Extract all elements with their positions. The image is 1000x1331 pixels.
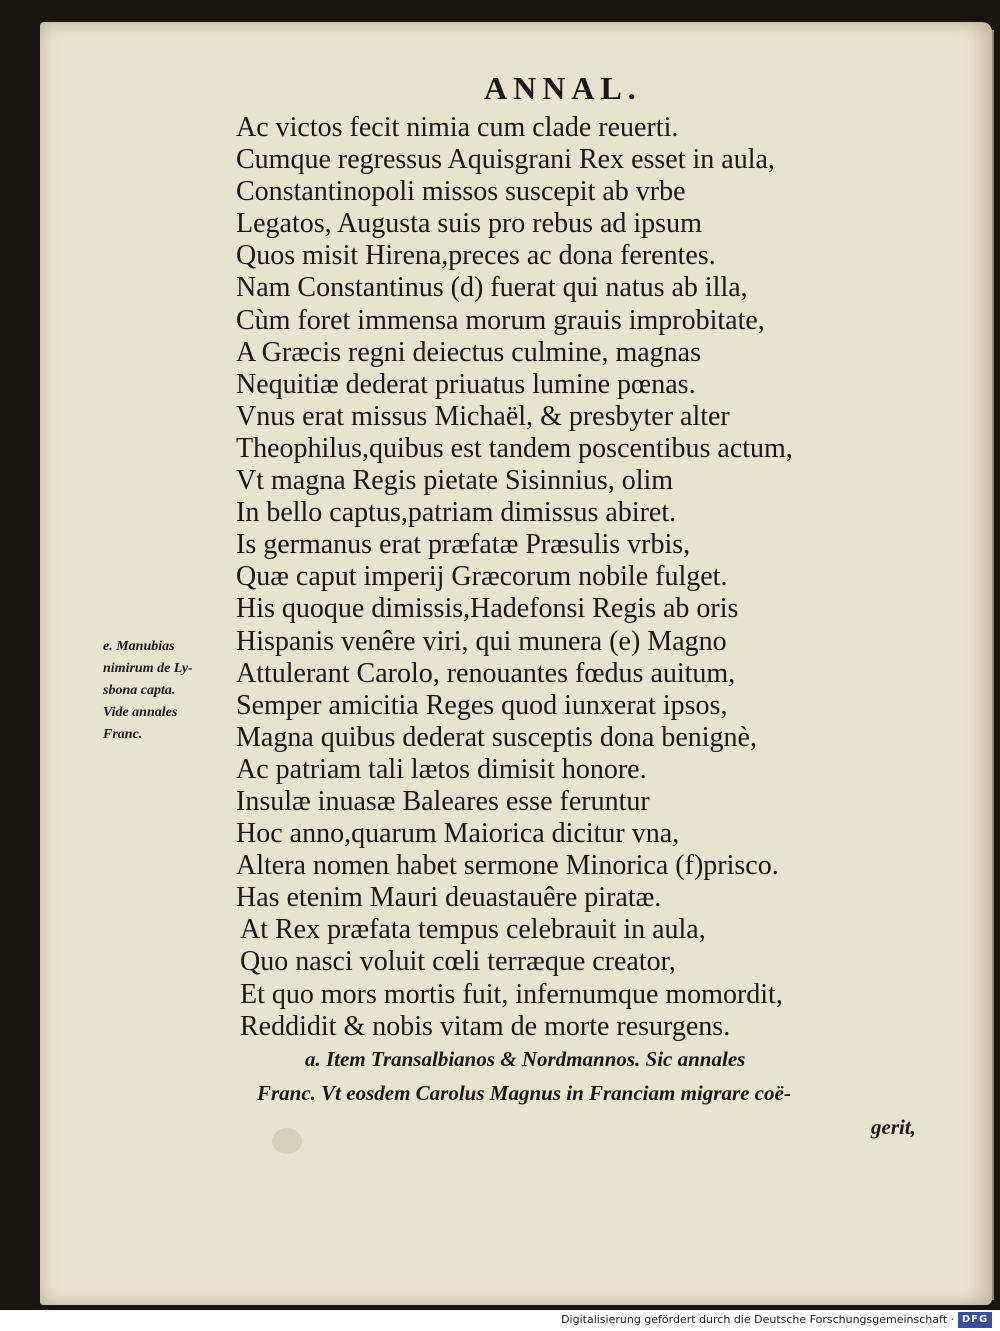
dfg-logo-icon[interactable]: DFG (958, 1312, 992, 1328)
verse-line: Et quo mors mortis fuit, infernumque momordit, (240, 978, 783, 1010)
verse-line: Magna quibus dederat susceptis dona benignè, (236, 721, 757, 753)
footnote-line: gerit, (871, 1115, 916, 1139)
verse-line: Quæ caput imperij Græcorum nobile fulget. (236, 561, 728, 593)
funding-credit: Digitalisierung gefördert durch die Deutsche Forschungsgemeinschaft · (561, 1313, 954, 1326)
verse-line: Theophilus,quibus est tandem poscentibus actum, (236, 432, 793, 464)
verse-line: Ac patriam tali lætos dimisit honore. (236, 753, 647, 785)
verse-line: Constantinopoli missos suscepit ab vrbe (236, 176, 686, 208)
verse-line: Semper amicitia Reges quod iunxerat ipsos, (236, 689, 728, 721)
verse-line: Vnus erat missus Michaël, & presbyter alter (236, 400, 730, 432)
verse-line: Legatos, Augusta suis pro rebus ad ipsum (236, 208, 702, 240)
verse-line: Insulæ inuasæ Baleares esse feruntur (236, 785, 650, 817)
verse-line: Cùm foret immensa morum grauis improbitate, (236, 304, 765, 336)
verse-line: Nequitiæ dederat priuatus lumine pœnas. (236, 368, 696, 400)
verse-line: Hispanis venêre viri, qui munera (e) Magno (236, 625, 727, 657)
verse-line: At Rex præfata tempus celebrauit in aula, (240, 914, 706, 946)
verse-line: Nam Constantinus (d) fuerat qui natus ab illa, (236, 272, 748, 304)
verse-line: Has etenim Mauri deuastauêre piratæ. (236, 882, 662, 914)
verse-line: Attulerant Carolo, renouantes fœdus auitum, (236, 657, 736, 689)
verse-line: His quoque dimissis,Hadefonsi Regis ab oris (236, 593, 739, 625)
marginal-note-line: e. Manubias (103, 639, 175, 654)
marginal-note-line: nimirum de Ly- (103, 661, 193, 676)
marginal-note-line: Franc. (103, 727, 143, 742)
verse-line: Is germanus erat præfatæ Præsulis vrbis, (236, 529, 691, 561)
verse-line: Altera nomen habet sermone Minorica (f)prisco. (236, 850, 779, 882)
marginal-note (103, 636, 243, 746)
verse-line: In bello captus,patriam dimissus abiret. (236, 497, 677, 529)
verse-text (236, 112, 793, 1043)
verse-line: Ac victos fecit nimia cum clade reuerti. (236, 112, 679, 143)
verse-line: Reddidit & nobis vitam de morte resurgens. (240, 1010, 731, 1042)
verse-line: Cumque regressus Aquisgrani Rex esset in aula, (236, 144, 775, 176)
verse-line: A Græcis regni deiectus culmine, magnas (236, 336, 701, 368)
marginal-note-line: sbona capta. (103, 683, 176, 698)
verse-line: Quo nasci voluit cœli terræque creator, (240, 946, 676, 978)
footnote-line: a. Item Transalbianos & Nordmannos. Sic annales (305, 1047, 746, 1071)
verse-line: Quos misit Hirena,preces ac dona ferentes. (236, 240, 716, 272)
running-head: ANNAL. (484, 70, 642, 106)
verse-line: Hoc anno,quarum Maiorica dicitur vna, (236, 818, 680, 850)
marginal-note-line: Vide annales (103, 705, 178, 720)
verse-line: Vt magna Regis pietate Sisinnius, olim (236, 465, 674, 497)
footer-bar (0, 1310, 1000, 1331)
footnote-line: Franc. Vt eosdem Carolus Magnus in Franciam migrare coë- (257, 1081, 791, 1105)
footnote (257, 1042, 957, 1144)
